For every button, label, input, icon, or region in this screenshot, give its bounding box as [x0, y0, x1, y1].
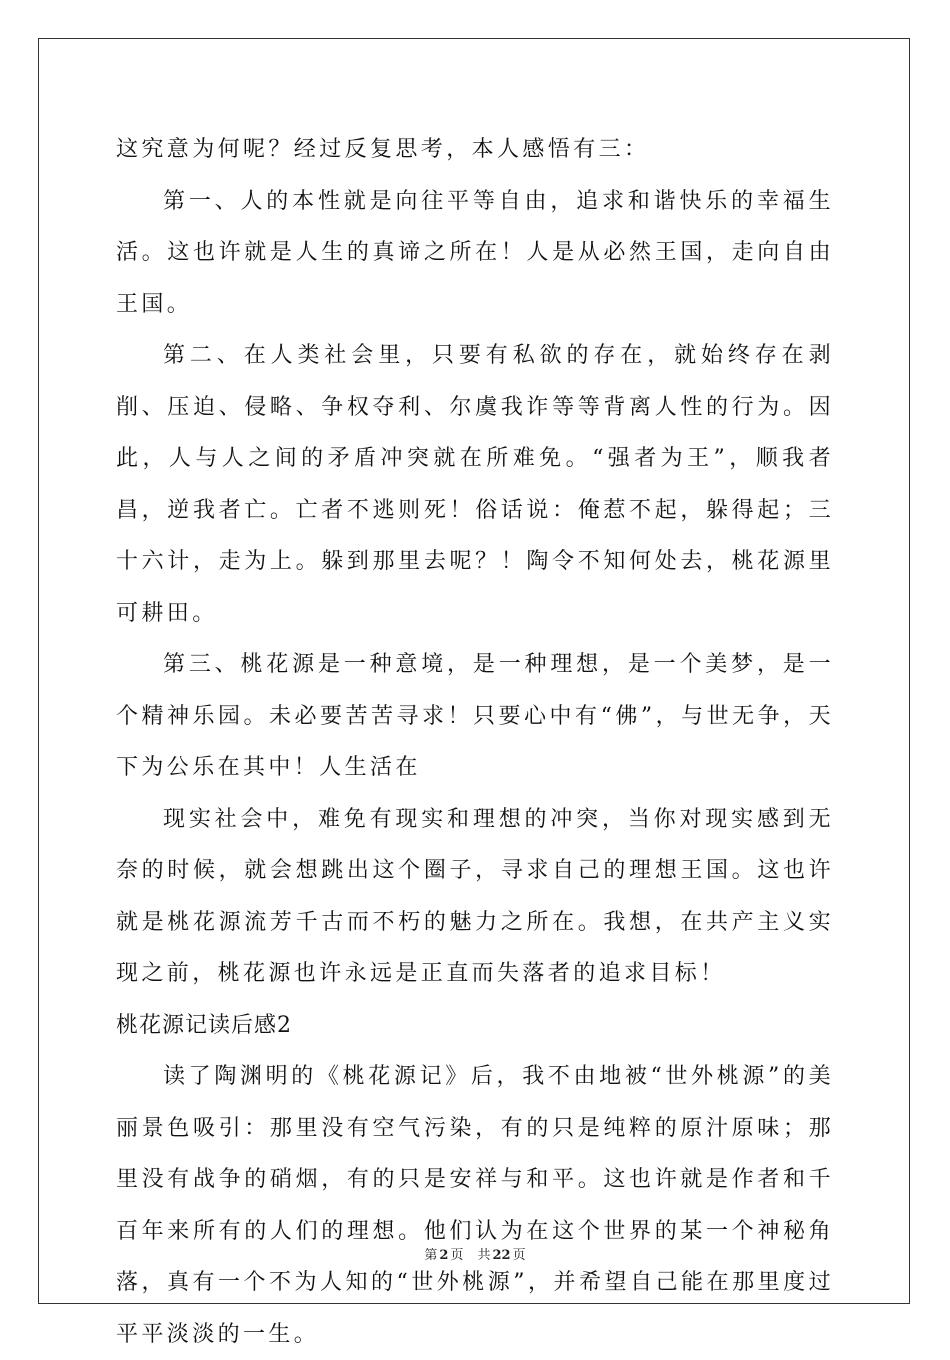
footer-total-pages: 22 [492, 1248, 511, 1263]
paragraph-reality: 现实社会中，难免有现实和理想的冲突，当你对现实感到无奈的时候，就会想跳出这个圈子，寻求自己的理想王国。这也许就是桃花源流芳千古而不朽的魅力之所在。我想，在共产主义实现之前，桃花源也许永远是正直而失落者的追求目标！ [116, 806, 834, 986]
paragraph-section-2: 读了陶渊明的《桃花源记》后，我不由地被“世外桃源”的美丽景色吸引：那里没有空气污染，有的只是纯粹的原汁原味；那里没有战争的硝烟，有的只是安祥与和平。这也许就是作者和千百年来所有的人们的理想。他们认为在这个世界的某一个神秘角落，真有一个不为人知的“世外桃源”，并希望自己能在那里度过平平淡淡的一生。 [116, 1064, 834, 1347]
paragraph-point-three: 第三、桃花源是一种意境，是一种理想，是一个美梦，是一个精神乐园。未必要苦苦寻求！只要心中有“佛”，与世无争，天下为公乐在其中！人生活在 [116, 652, 834, 780]
paragraph-point-two: 第二、在人类社会里，只要有私欲的存在，就始终存在剥削、压迫、侵略、争权夺利、尔虞我诈等等背离人性的行为。因此，人与人之间的矛盾冲突就在所难免。“强者为王”，顺我者昌，逆我者亡。亡者不逃则死！俗话说：俺惹不起，躲得起；三十六计，走为上。躲到那里去呢？！陶令不知何处去，桃花源里可耕田。 [116, 343, 834, 626]
document-body [116, 124, 834, 1360]
footer-total-prefix: 共 [477, 1248, 491, 1263]
page-footer [0, 1244, 950, 1263]
paragraph-point-one: 第一、人的本性就是向往平等自由，追求和谐快乐的幸福生活。这也许就是人生的真谛之所在！人是从必然王国，走向自由王国。 [116, 188, 834, 317]
section-title: 桃花源记读后感2 [116, 1012, 292, 1038]
footer-page-suffix: 页 [450, 1248, 464, 1263]
paragraph-intro: 这究意为何呢？经过反复思考，本人感悟有三： [116, 137, 650, 162]
footer-page-number: 2 [439, 1248, 449, 1263]
footer-total-suffix: 页 [512, 1248, 526, 1263]
footer-page-prefix: 第 [424, 1248, 438, 1263]
